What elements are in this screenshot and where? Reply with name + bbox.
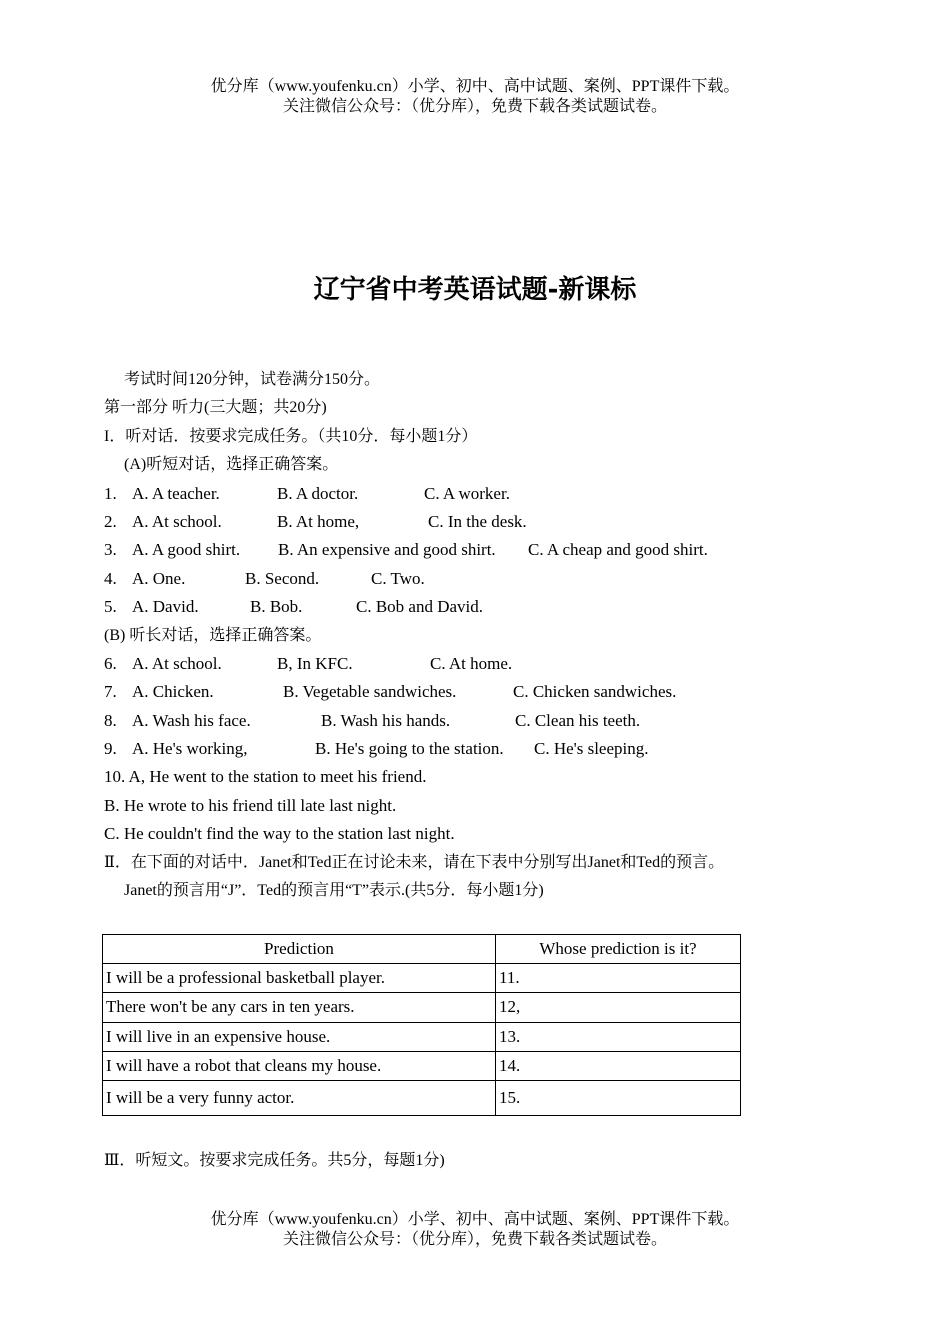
option-b: B. An expensive and good shirt. — [278, 540, 496, 560]
option-c: C. Chicken sandwiches. — [513, 682, 677, 702]
section-1a-heading: (A)听短对话，选择正确答案。 — [124, 456, 339, 474]
option-b: B. Wash his hands. — [321, 710, 451, 730]
section-1b-heading: (B) 听长对话，选择正确答案。 — [104, 626, 322, 644]
option-b: B. Bob. — [250, 597, 303, 617]
column-header-whose: Whose prediction is it? — [496, 935, 741, 964]
question-number: 5. — [104, 597, 117, 617]
table-row — [103, 964, 741, 993]
option-c: C. Two. — [371, 568, 425, 588]
table-row — [103, 993, 741, 1022]
option-c: C. He's sleeping. — [534, 739, 649, 759]
footer-line-2: 关注微信公众号：（优分库），免费下载各类试题试卷。 — [282, 1231, 667, 1248]
answer-cell[interactable]: 13. — [496, 1022, 741, 1051]
option-c: C. Bob and David. — [356, 597, 484, 617]
section-3-heading: Ⅲ．听短文。按要求完成任务。共5分，每题1分) — [104, 1152, 445, 1169]
exam-info: 考试时间120分钟，试卷满分150分。 — [124, 371, 381, 388]
prediction-cell: I will live in an expensive house. — [103, 1022, 496, 1051]
prediction-cell: I will be a very funny actor. — [103, 1080, 496, 1115]
option-a: A. One. — [132, 568, 186, 588]
option-b: B. A doctor. — [277, 483, 359, 503]
exam-body — [104, 366, 924, 905]
question-4 — [104, 565, 924, 593]
question-6 — [104, 650, 924, 678]
option-b: B. He's going to the station. — [315, 739, 504, 759]
section-1-heading: I．听对话．按要求完成任务。（共10分．每小题1分） — [104, 427, 478, 445]
option-b: B. Vegetable sandwiches. — [283, 682, 457, 702]
header-line-1: 优分库（www.youfenku.cn）小学、初中、高中试题、案例、PPT课件下载。 — [210, 78, 740, 95]
prediction-cell: I will have a robot that cleans my house. — [103, 1051, 496, 1080]
option-a: A. Wash his face. — [132, 710, 251, 730]
option-c: C. A worker. — [424, 483, 510, 503]
question-number: 8. — [104, 710, 117, 730]
prediction-table — [102, 934, 741, 1116]
option-b: B, In KFC. — [277, 653, 353, 673]
question-5 — [104, 593, 924, 621]
question-3 — [104, 536, 924, 564]
option-c: C. Clean his teeth. — [515, 710, 641, 730]
question-10-option-c: C. He couldn't find the way to the station last night. — [104, 824, 455, 844]
answer-cell[interactable]: 11. — [496, 964, 741, 993]
question-9 — [104, 735, 924, 763]
option-c: C. At home. — [430, 653, 513, 673]
option-a: A. At school. — [132, 511, 222, 531]
question-number: 9. — [104, 739, 117, 759]
option-c: C. A cheap and good shirt. — [528, 540, 708, 560]
page-header — [0, 77, 950, 117]
prediction-cell: I will be a professional basketball player. — [103, 964, 496, 993]
column-header-prediction: Prediction — [103, 935, 496, 964]
option-b: B. At home, — [277, 511, 360, 531]
option-c: C. In the desk. — [428, 511, 527, 531]
prediction-cell: There won't be any cars in ten years. — [103, 993, 496, 1022]
page-footer — [0, 1210, 950, 1250]
question-number: 2. — [104, 511, 117, 531]
question-8 — [104, 707, 924, 735]
option-a: A. David. — [132, 597, 199, 617]
question-2 — [104, 508, 924, 536]
section-2-heading: Ⅱ．在下面的对话中．Janet和Ted正在讨论未来，请在下表中分别写出Janet和Ted的预言。 — [104, 853, 725, 871]
footer-line-1: 优分库（www.youfenku.cn）小学、初中、高中试题、案例、PPT课件下载。 — [210, 1211, 740, 1228]
question-1 — [104, 480, 924, 508]
option-a: A. He's working, — [132, 739, 248, 759]
table-row — [103, 1022, 741, 1051]
option-a: A. A good shirt. — [132, 540, 241, 560]
table-row — [103, 1080, 741, 1115]
header-line-2: 关注微信公众号：（优分库），免费下载各类试题试卷。 — [282, 98, 667, 115]
question-7 — [104, 678, 924, 706]
question-number: 6. — [104, 653, 117, 673]
table-row — [103, 1051, 741, 1080]
part-heading: 第一部分 听力(三大题；共20分) — [104, 399, 327, 417]
table-header-row — [103, 935, 741, 964]
question-number: 7. — [104, 682, 117, 702]
question-number: 1. — [104, 483, 117, 503]
answer-cell[interactable]: 15. — [496, 1080, 741, 1115]
section-2-instruction: Janet的预言用“J”．Ted的预言用“T”表示.(共5分．每小题1分) — [124, 882, 544, 900]
question-10: 10. A, He went to the station to meet his friend. — [104, 767, 427, 787]
option-b: B. Second. — [245, 568, 320, 588]
answer-cell[interactable]: 12, — [496, 993, 741, 1022]
option-a: A. At school. — [132, 653, 222, 673]
question-number: 4. — [104, 568, 117, 588]
option-a: A. Chicken. — [132, 682, 214, 702]
option-a: A. A teacher. — [132, 483, 220, 503]
question-10-option-b: B. He wrote to his friend till late last night. — [104, 795, 397, 815]
page-title: 辽宁省中考英语试题-新课标 — [313, 275, 637, 305]
question-number: 3. — [104, 540, 117, 560]
answer-cell[interactable]: 14. — [496, 1051, 741, 1080]
